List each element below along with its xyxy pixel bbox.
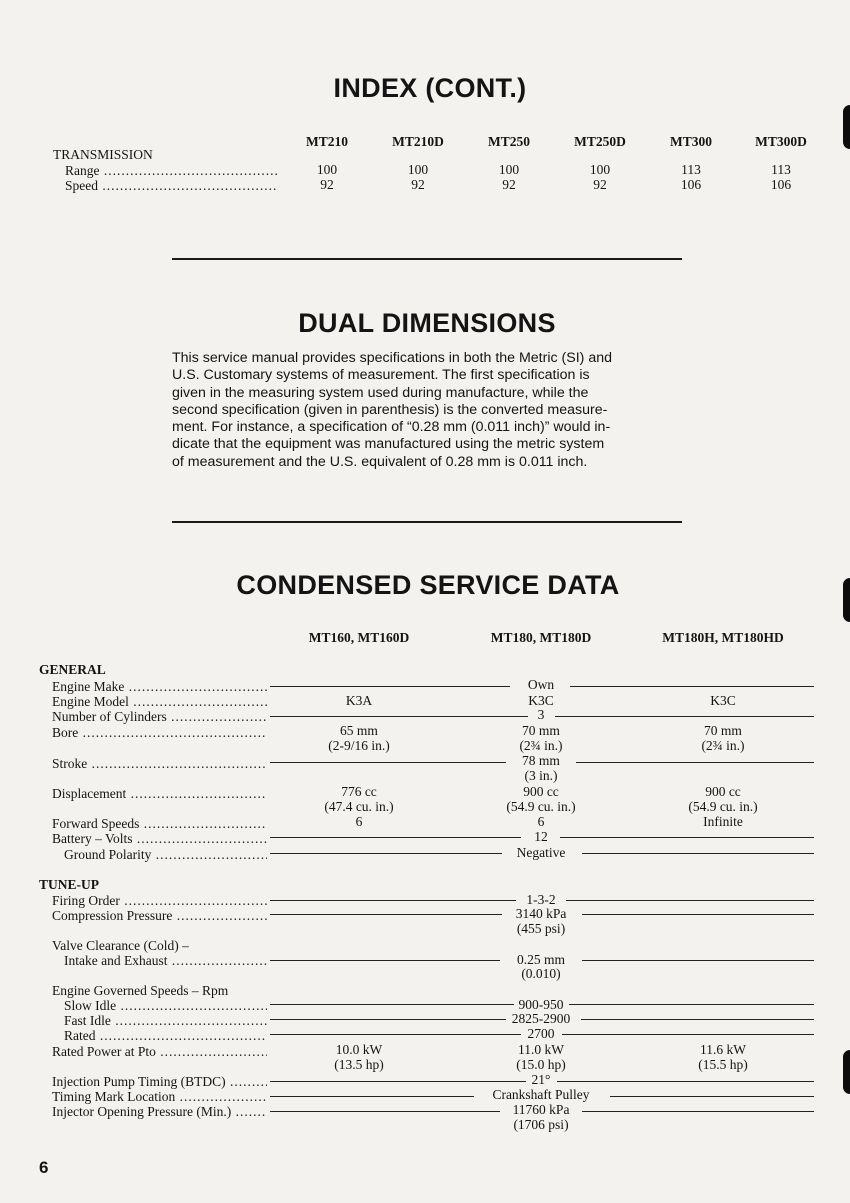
valve-clearance-heading: Valve Clearance (Cold) –	[52, 938, 189, 953]
leader-line	[270, 1111, 500, 1112]
binding-hole-mark	[843, 105, 850, 149]
spec-value-us: (3 in.)	[524, 768, 558, 783]
general-heading: GENERAL	[39, 662, 106, 677]
spec-value: 2825-2900	[511, 1011, 571, 1026]
leader-line	[581, 1019, 814, 1020]
index-col-mt300: MT300	[670, 134, 712, 149]
spec-value: 10.0 kW	[335, 1042, 383, 1057]
index-cell: 113	[681, 162, 701, 177]
leader-line	[582, 960, 814, 961]
index-section-transmission: TRANSMISSION	[53, 147, 153, 162]
spec-label-fast-idle: Fast Idle .....	[64, 1013, 267, 1028]
spec-value: 11.0 kW	[518, 1042, 564, 1057]
paragraph-line: given in the measuring system used during manufacture, while the	[172, 384, 589, 401]
index-row-label: Range .....	[65, 163, 277, 178]
spec-value: Infinite	[703, 814, 743, 829]
spec-label-battery-volts: Battery – Volts .....	[52, 831, 267, 846]
service-col-mt180: MT180, MT180D	[490, 630, 592, 645]
index-cell: 92	[411, 177, 425, 192]
leader-line	[582, 853, 814, 854]
index-col-mt250: MT250	[488, 134, 530, 149]
spec-value-us: (2¾ in.)	[701, 738, 745, 753]
spec-value: Negative	[516, 845, 566, 860]
paragraph-line: of measurement and the U.S. equivalent of 0.28 mm is 0.011 inch.	[172, 453, 588, 470]
leader-line	[557, 1081, 814, 1082]
spec-label-injector-pressure: Injector Opening Pressure (Min.) .....	[52, 1104, 267, 1119]
spec-value-us: (2-9/16 in.)	[328, 738, 390, 753]
leader-line	[270, 837, 521, 838]
leader-line	[270, 716, 528, 717]
index-cell: 106	[680, 177, 702, 192]
service-col-mt160: MT160, MT160D	[308, 630, 410, 645]
paragraph-line: second specification (given in parenthesis) is the converted measure-	[172, 401, 608, 418]
spec-value: 70 mm	[522, 723, 560, 738]
index-col-mt300d: MT300D	[755, 134, 807, 149]
index-col-mt250d: MT250D	[574, 134, 626, 149]
leader-line	[582, 1111, 814, 1112]
spec-label-cylinders: Number of Cylinders .....	[52, 709, 267, 724]
section-divider	[172, 258, 682, 260]
paragraph-line: U.S. Customary systems of measurement. The first specification is	[172, 367, 590, 384]
spec-value: 1-3-2	[526, 892, 556, 907]
spec-value: 900 cc	[705, 784, 741, 799]
spec-value: 0.25 mm	[516, 952, 566, 967]
spec-label-engine-model: Engine Model .....	[52, 694, 267, 709]
spec-value: K3A	[345, 693, 373, 708]
spec-value-us: (15.0 hp)	[516, 1057, 566, 1072]
spec-label-timing-mark: Timing Mark Location .....	[52, 1089, 267, 1104]
spec-value-us: (1706 psi)	[513, 1117, 569, 1132]
page-number: 6	[39, 1158, 49, 1177]
spec-value-us: (47.4 cu. in.)	[324, 799, 394, 814]
spec-label-forward-speeds: Forward Speeds .....	[52, 816, 267, 831]
spec-value-us: (15.5 hp)	[698, 1057, 748, 1072]
dual-dimensions-title: DUAL DIMENSIONS	[298, 308, 556, 338]
spec-value: Crankshaft Pulley	[492, 1087, 590, 1102]
index-cell: 100	[589, 162, 611, 177]
spec-label-bore: Bore .....	[52, 725, 267, 740]
spec-label-intake-exhaust: Intake and Exhaust .....	[64, 953, 267, 968]
leader-line	[569, 1004, 814, 1005]
spec-value: 3	[537, 707, 545, 722]
index-col-mt210: MT210	[306, 134, 348, 149]
index-cell: 113	[771, 162, 791, 177]
index-cell: 106	[770, 177, 792, 192]
paragraph-line: dicate that the equipment was manufactured using the metric system	[172, 436, 605, 453]
service-col-mt180h: MT180H, MT180HD	[662, 630, 784, 645]
leader-line	[570, 686, 814, 687]
leader-line	[270, 853, 502, 854]
leader-line	[566, 900, 814, 901]
leader-line	[270, 914, 502, 915]
index-title: INDEX (CONT.)	[333, 73, 527, 103]
paragraph-line: ment. For instance, a specification of “0.28 mm (0.011 inch)” would in-	[172, 419, 611, 436]
spec-value: 2700	[527, 1026, 555, 1041]
tuneup-heading: TUNE-UP	[39, 877, 99, 892]
spec-label-injection-timing: Injection Pump Timing (BTDC) .....	[52, 1074, 267, 1089]
spec-value: 78 mm	[522, 753, 560, 768]
spec-label-compression: Compression Pressure .....	[52, 908, 267, 923]
leader-line	[270, 1019, 506, 1020]
spec-value: 6	[355, 814, 363, 829]
dual-dimensions-paragraph	[172, 350, 682, 471]
spec-label-rated-power: Rated Power at Pto .....	[52, 1044, 267, 1059]
paragraph-line: This service manual provides specifications in both the Metric (SI) and	[172, 350, 613, 366]
spec-label-ground-polarity: Ground Polarity .....	[64, 847, 267, 862]
leader-line	[270, 1034, 521, 1035]
spec-value: 900-950	[518, 997, 564, 1012]
binding-hole-mark	[843, 1050, 850, 1094]
spec-value-us: (0.010)	[521, 966, 561, 981]
spec-value: 65 mm	[340, 723, 378, 738]
index-cell: 100	[498, 162, 520, 177]
spec-value: K3C	[710, 693, 736, 708]
service-data-title: CONDENSED SERVICE DATA	[236, 570, 620, 600]
spec-value: 3140 kPa	[515, 906, 567, 921]
spec-value: 70 mm	[704, 723, 742, 738]
leader-line	[270, 1096, 474, 1097]
index-row-label: Speed .....	[65, 178, 277, 193]
spec-value: K3C	[528, 693, 554, 708]
index-cell: 100	[316, 162, 338, 177]
spec-value-us: (54.9 cu. in.)	[506, 799, 576, 814]
leader-line	[560, 837, 814, 838]
spec-value: 11.6 kW	[700, 1042, 746, 1057]
spec-value: Own	[527, 677, 555, 692]
governed-speeds-heading: Engine Governed Speeds – Rpm	[52, 983, 229, 998]
spec-value: 6	[537, 814, 545, 829]
spec-value-us: (54.9 cu. in.)	[688, 799, 758, 814]
index-cell: 92	[502, 177, 516, 192]
spec-value: 776 cc	[341, 784, 377, 799]
spec-value: 900 cc	[523, 784, 559, 799]
spec-label-stroke: Stroke .....	[52, 756, 267, 771]
leader-line	[582, 914, 814, 915]
spec-label-engine-make: Engine Make .....	[52, 679, 267, 694]
leader-line	[555, 716, 814, 717]
spec-label-displacement: Displacement .....	[52, 786, 267, 801]
spec-value: 11760 kPa	[512, 1102, 570, 1117]
spec-label-rated: Rated .....	[64, 1028, 267, 1043]
index-cell: 92	[593, 177, 607, 192]
leader-line	[270, 1004, 514, 1005]
spec-label-slow-idle: Slow Idle .....	[64, 998, 267, 1013]
leader-line	[270, 960, 500, 961]
leader-line	[270, 762, 506, 763]
leader-line	[270, 1081, 526, 1082]
leader-line	[610, 1096, 814, 1097]
leader-line	[576, 762, 814, 763]
spec-value: 21°	[531, 1072, 551, 1087]
index-cell: 92	[320, 177, 334, 192]
section-divider	[172, 521, 682, 523]
index-col-mt210d: MT210D	[392, 134, 444, 149]
spec-value-us: (455 psi)	[516, 921, 566, 936]
index-cell: 100	[407, 162, 429, 177]
leader-line	[270, 900, 516, 901]
spec-label-firing-order: Firing Order .....	[52, 893, 267, 908]
leader-line	[562, 1034, 814, 1035]
spec-value: 12	[534, 829, 548, 844]
spec-value-us: (13.5 hp)	[334, 1057, 384, 1072]
spec-value-us: (2¾ in.)	[519, 738, 563, 753]
leader-line	[270, 686, 510, 687]
